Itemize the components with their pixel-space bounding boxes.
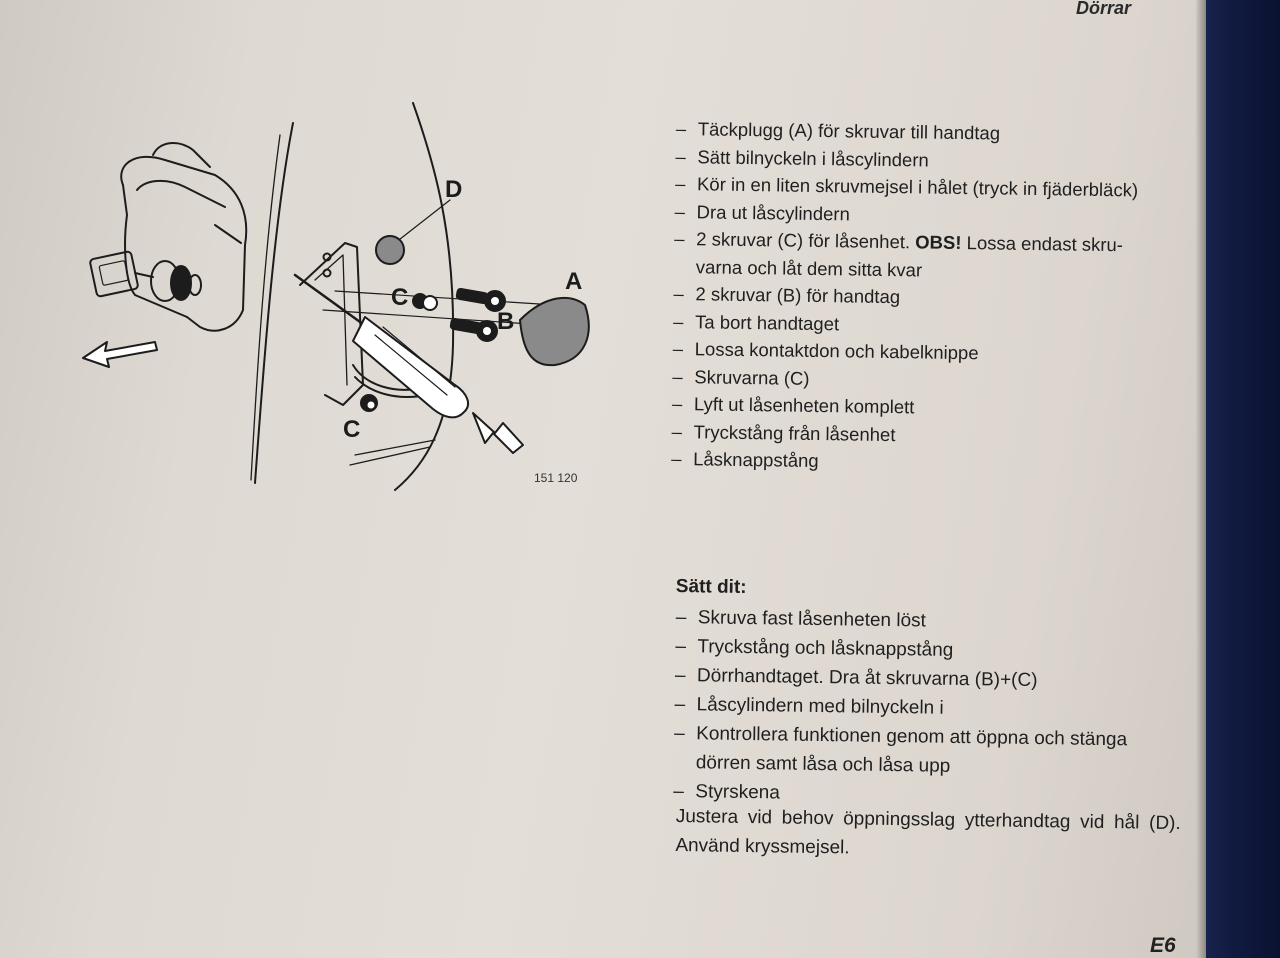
label-c-upper: C bbox=[391, 284, 409, 311]
list-item: – Kör in en liten skruvmejsel i hålet (tryck in fjäderbläck) bbox=[674, 172, 1139, 201]
section-header: Dörrar bbox=[1076, 0, 1132, 18]
list-item: – Låscylindern med bilnyckeln i bbox=[674, 693, 944, 719]
list-item: – Skruva fast låsenheten löst bbox=[675, 606, 927, 632]
page-edge bbox=[1196, 0, 1206, 958]
list-item: – Ta bort handtaget bbox=[672, 310, 840, 334]
label-a: A bbox=[565, 268, 583, 295]
label-c-lower: C bbox=[343, 416, 361, 443]
list-item: – Skruvarna (C) bbox=[672, 365, 810, 389]
install-steps-list bbox=[673, 603, 1176, 813]
list-item: – Dörrhandtaget. Dra åt skruvarna (B)+(C) bbox=[674, 664, 1038, 692]
list-item: – Tryckstång och låsknappstång bbox=[675, 635, 954, 661]
list-item: – Styrskena bbox=[673, 780, 780, 804]
list-item: – 2 skruvar (B) för handtag bbox=[673, 282, 901, 308]
label-b: B bbox=[497, 308, 515, 335]
list-item: – 2 skruvar (C) för låsenhet. OBS! Lossa endast skru-varna och låt dem sitta kvar bbox=[674, 227, 1124, 280]
list-item: – Låsknappstång bbox=[671, 447, 819, 472]
list-item: – Lyft ut låsenheten komplett bbox=[671, 392, 915, 418]
list-item: – Dra ut låscylindern bbox=[674, 200, 850, 224]
install-heading: Sätt dit: bbox=[675, 576, 747, 598]
list-item: – Kontrollera funktionen genom att öppna och stänga dörren samt låsa och låsa upp bbox=[674, 722, 1128, 777]
removal-steps-list bbox=[671, 115, 1161, 479]
page-number: E6 bbox=[1150, 934, 1176, 957]
label-d: D bbox=[445, 176, 463, 203]
binder-background bbox=[1198, 0, 1280, 958]
list-item: – Tryckstång från låsenhet bbox=[671, 420, 896, 445]
adjustment-note: Justera vid behov öppningsslag ytterhandtag vid hål (D). Använd kryssmejsel. bbox=[675, 805, 1181, 859]
list-item: – Sätt bilnyckeln i låscylindern bbox=[675, 145, 929, 171]
door-lock-drawing bbox=[75, 95, 635, 495]
list-item: – Lossa kontaktdon och kabelknippe bbox=[672, 337, 979, 364]
figure-code: 151 120 bbox=[534, 471, 578, 485]
obs-note: OBS! bbox=[915, 231, 962, 253]
list-item: – Täckplugg (A) för skruvar till handtag bbox=[675, 117, 1001, 144]
door-lock-illustration bbox=[75, 95, 635, 495]
